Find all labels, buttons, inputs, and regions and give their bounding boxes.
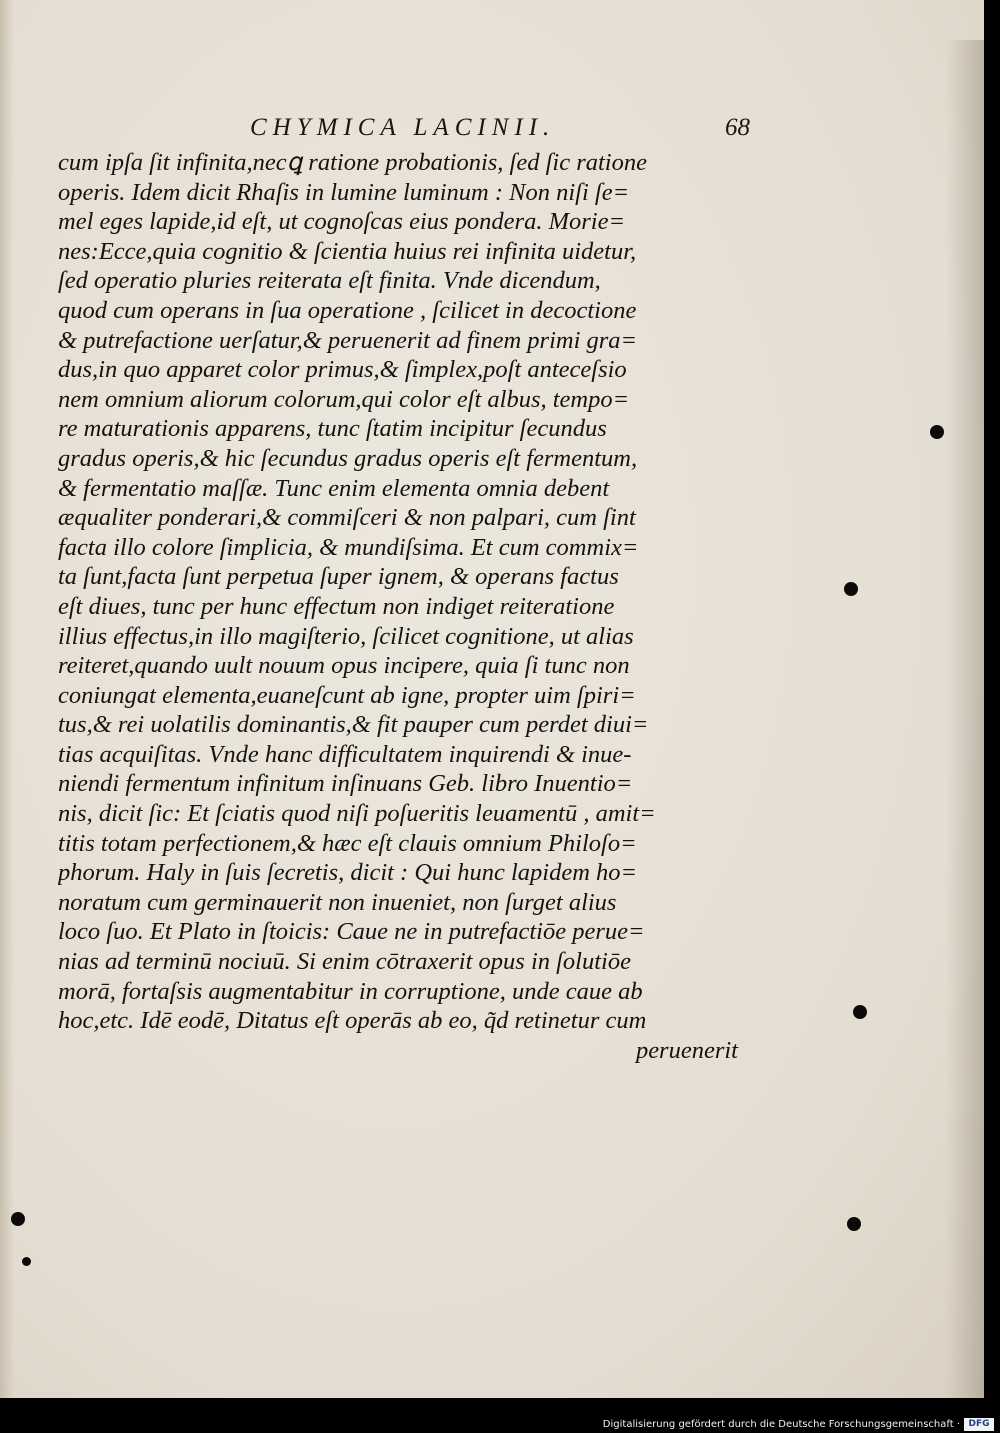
text-line: tias acquiſitas. Vnde hanc difficultatem inquirendi & inue- — [58, 740, 632, 768]
ink-spot — [11, 1212, 25, 1226]
text-line: operis. Idem dicit Rhaſis in lumine luminum : Non niſi ſe= — [58, 178, 630, 206]
text-line: nis, dicit ſic: Et ſciatis quod niſi poſueritis leuamentū , amit= — [58, 800, 656, 828]
text-line: facta illo colore ſimplicia, & mundiſsima. Et cum commix= — [58, 533, 639, 561]
text-line: & putrefactione uerſatur,& peruenerit ad finem primi gra= — [58, 326, 638, 354]
text-line: gradus operis,& hic ſecundus gradus operis eſt fermentum, — [58, 444, 638, 472]
text-line: dus,in quo apparet color primus,& ſimplex,poſt anteceſsio — [58, 356, 627, 384]
text-line: illius effectus,in illo magiſterio, ſcilicet cognitione, ut alias — [58, 622, 634, 650]
ink-spot — [930, 425, 944, 439]
running-title: CHYMICA LACINII. — [250, 114, 556, 141]
text-line: titis totam perfectionem,& hæc eſt clauis omnium Philoſo= — [58, 829, 637, 857]
text-line: niendi fermentum infinitum inſinuans Geb. libro Inuentio= — [58, 770, 633, 798]
page-number: 68 — [725, 114, 750, 141]
ink-spot — [853, 1005, 867, 1019]
text-line: loco ſuo. Et Plato in ſtoicis: Caue ne in putrefactiōe perue= — [58, 918, 645, 946]
text-line: reiteret,quando uult nouum opus incipere, quia ſi tunc non — [58, 652, 630, 680]
text-line: hoc,etc. Idē eodē, Ditatus eſt operās ab eo, q̃d retinetur cum — [58, 1007, 647, 1035]
page-edge-shadow — [0, 0, 14, 1398]
ink-spot — [847, 1217, 861, 1231]
text-line: ſed operatio pluries reiterata eſt finita. Vnde dicendum, — [58, 267, 601, 295]
text-line: cum ipſa ſit infinita,necꝗ ratione probationis, ſed ſic ratione — [58, 149, 647, 176]
text-line: morā, fortaſsis augmentabitur in corruptione, unde caue ab — [58, 977, 643, 1005]
text-line: re maturationis apparens, tunc ſtatim incipitur ſecundus — [58, 415, 607, 443]
page-header — [250, 114, 750, 144]
text-line: coniungat elementa,euaneſcunt ab igne, propter uim ſpiri= — [58, 681, 636, 709]
catchword: peruenerit — [635, 1036, 738, 1064]
text-line: mel eges lapide,id eſt, ut cognoſcas eius pondera. Morie= — [58, 208, 625, 236]
text-line: nes:Ecce,quia cognitio & ſcientia huius rei infinita uidetur, — [58, 237, 637, 265]
text-line: eſt diues, tunc per hunc effectum non indiget reiteratione — [58, 592, 615, 620]
ink-spot — [844, 582, 858, 596]
page-right-edge — [946, 40, 984, 1398]
text-line: ta ſunt,facta ſunt perpetua ſuper ignem, & operans factus — [58, 563, 619, 591]
text-line: nias ad terminū nociuū. Si enim cōtraxerit opus in ſolutiōe — [58, 948, 631, 976]
text-line: quod cum operans in ſua operatione , ſcilicet in decoctione — [58, 296, 637, 324]
text-line: noratum cum germinauerit non inueniet, non ſurget alius — [58, 888, 617, 916]
text-line: tus,& rei uolatilis dominantis,& fit pauper cum perdet diui= — [58, 711, 649, 739]
text-line: phorum. Haly in ſuis ſecretis, dicit : Qui hunc lapidem ho= — [58, 859, 638, 887]
text-line: nem omnium aliorum colorum,qui color eſt albus, tempo= — [58, 385, 630, 413]
ink-spot — [22, 1257, 31, 1266]
body-text — [58, 148, 748, 1065]
dfg-logo-icon: DFG — [964, 1418, 994, 1431]
text-line: & fermentatio maſſæ. Tunc enim elementa omnia debent — [58, 474, 610, 502]
funding-credit: Digitalisierung gefördert durch die Deutsche Forschungsgemeinschaft · — [602, 1419, 960, 1430]
text-line: æqualiter ponderari,& commiſceri & non palpari, cum ſint — [58, 504, 636, 532]
